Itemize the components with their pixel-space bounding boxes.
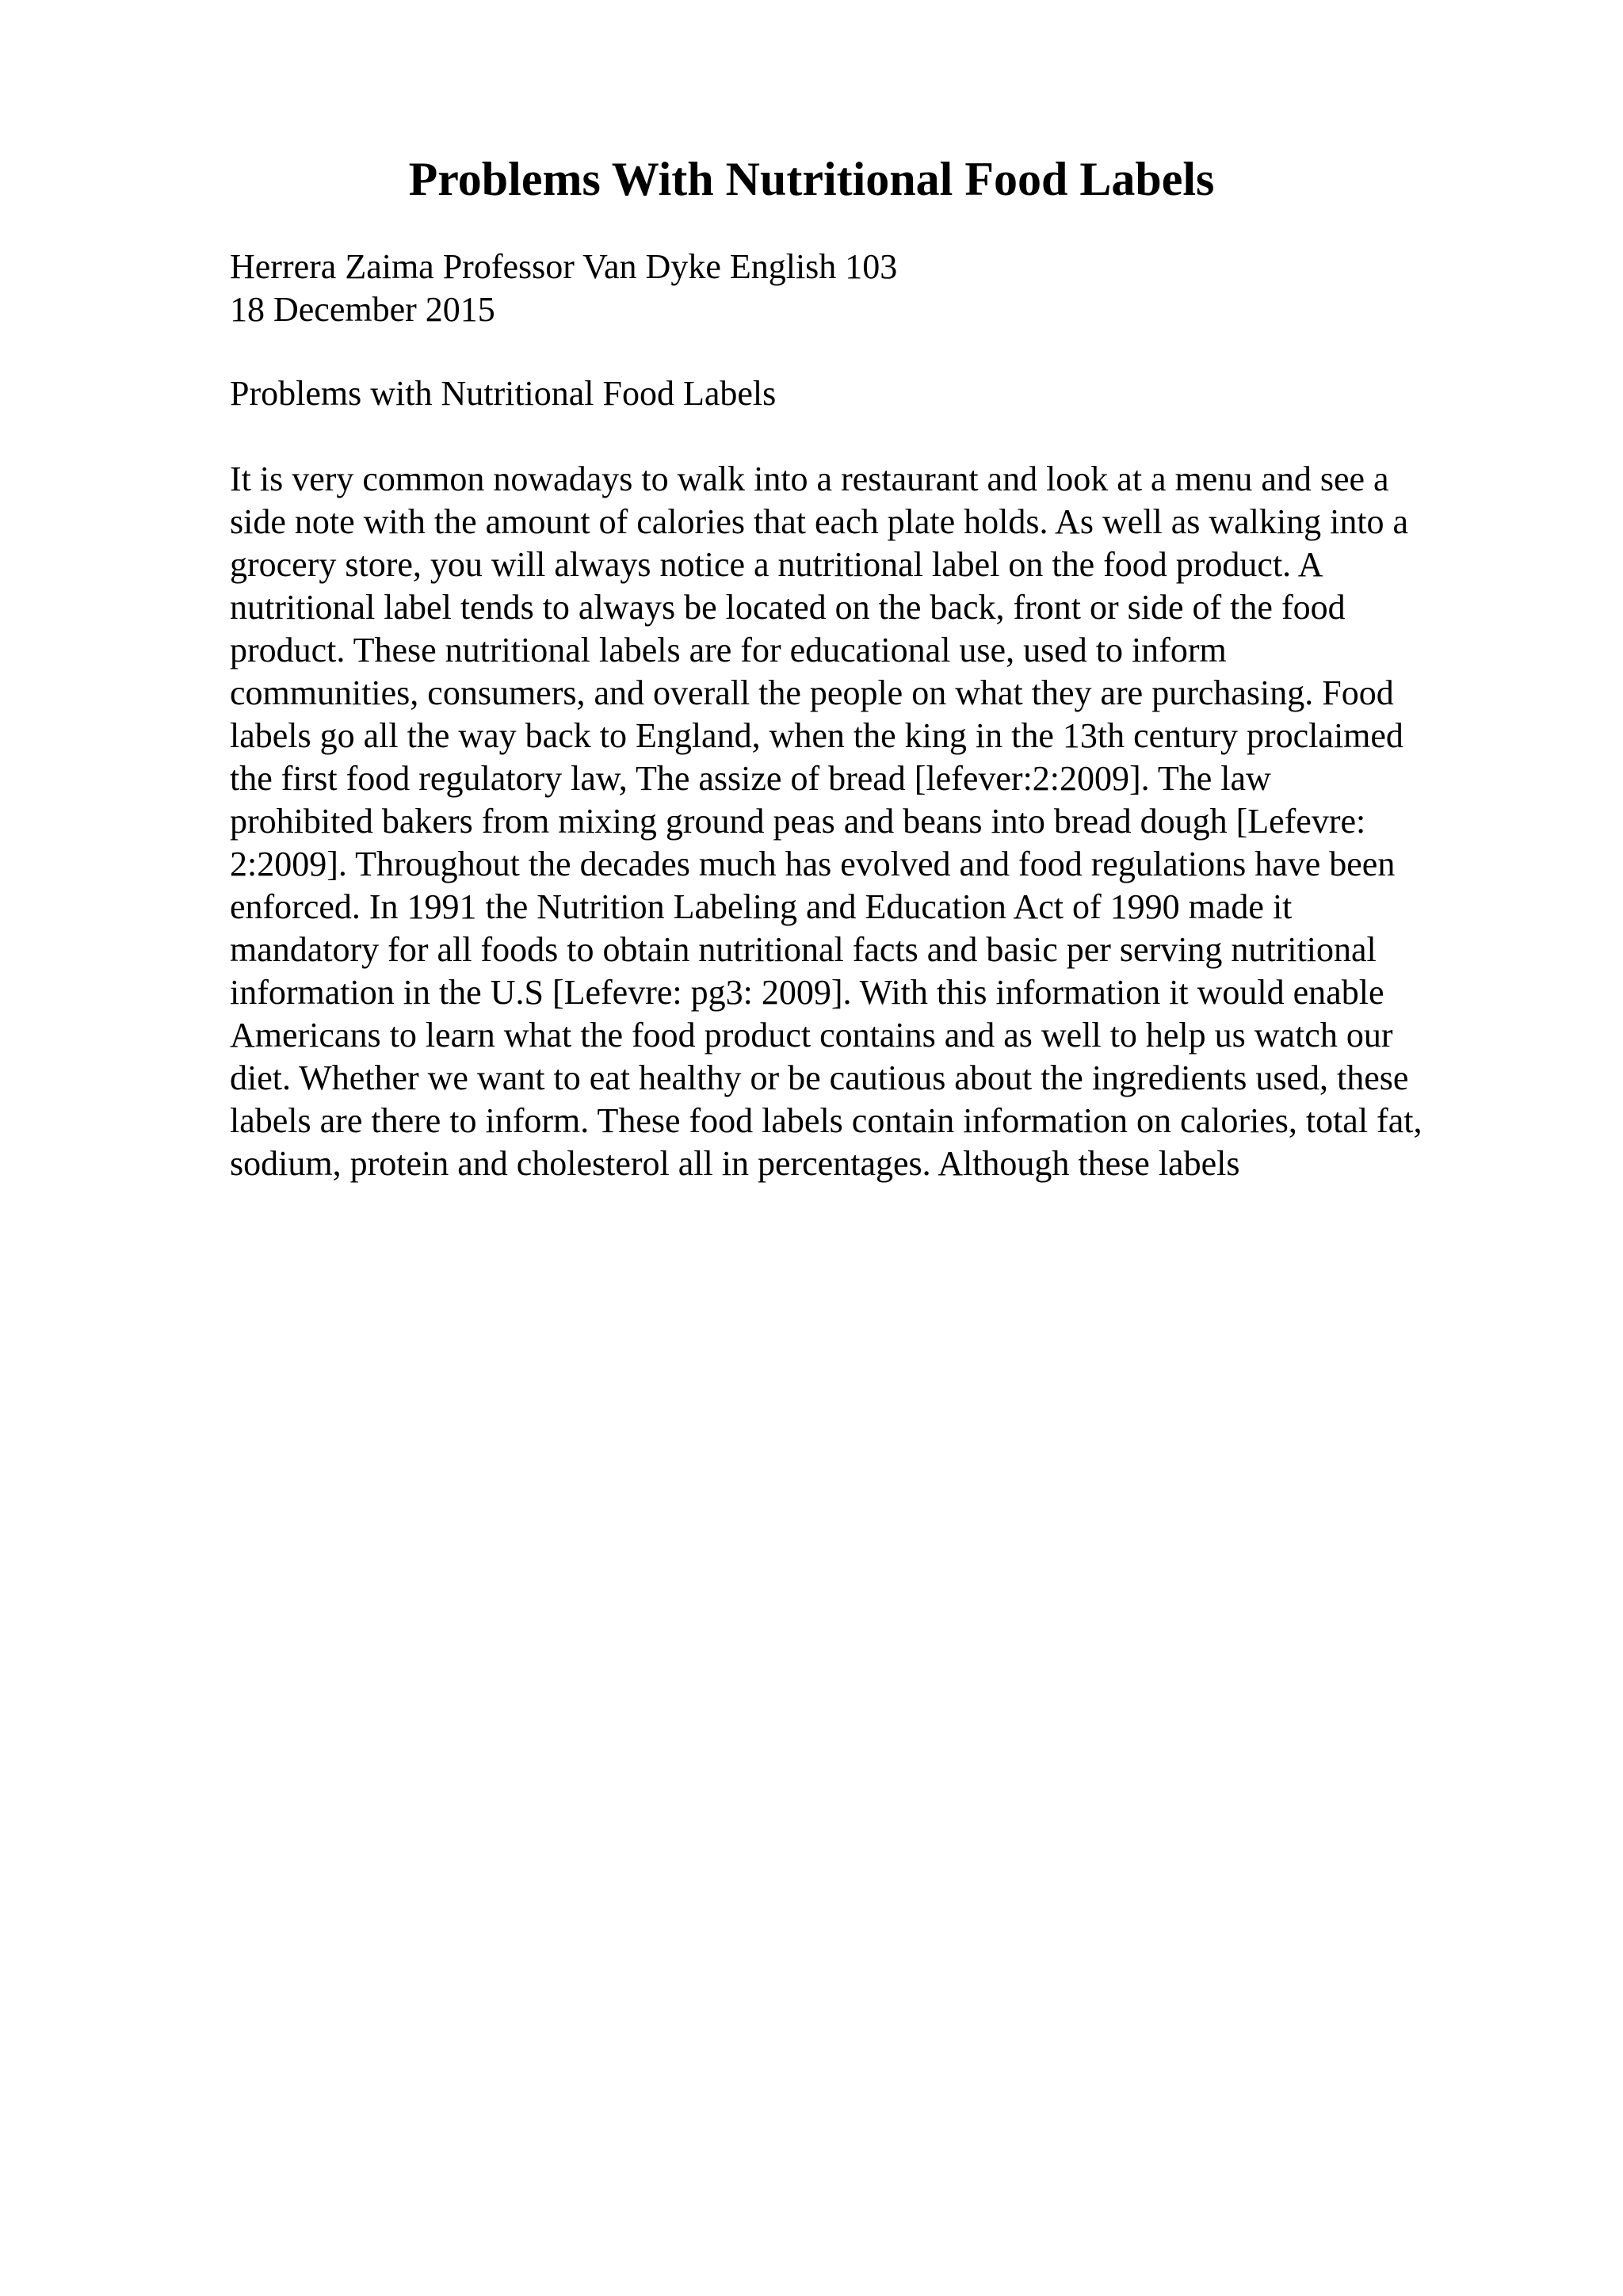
paragraph-line: information in the U.S [Lefevre: pg3: 2009]. With this information it would enable [230,973,1384,1012]
paragraph-line: diet. Whether we want to eat healthy or be cautious about the ingredients used, these [230,1058,1409,1097]
paragraph-line: grocery store, you will always notice a nutritional label on the food product. A [230,545,1323,584]
paragraph-line: Americans to learn what the food product contains and as well to help us watch our [230,1016,1393,1055]
paragraph-line: labels go all the way back to England, when the king in the 13th century proclaimed [230,716,1403,755]
paragraph-line: side note with the amount of calories that each plate holds. As well as walking into a [230,502,1409,541]
paragraph-line: enforced. In 1991 the Nutrition Labeling and Education Act of 1990 made it [230,887,1293,926]
paragraph-line: communities, consumers, and overall the people on what they are purchasing. Food [230,673,1394,712]
paragraph-line: labels are there to inform. These food labels contain information on calories, total fat, [230,1101,1423,1140]
section-heading: Problems with Nutritional Food Labels [230,374,777,413]
paragraph-line: 2:2009]. Throughout the decades much has evolved and food regulations have been [230,845,1396,883]
document-header [230,246,1514,331]
author-line: Herrera Zaima Professor Van Dyke English 103 [230,247,898,286]
paragraph-line: sodium, protein and cholesterol all in percentages. Although these labels [230,1144,1240,1183]
paragraph-line: product. These nutritional labels are for educational use, used to inform [230,631,1227,669]
document-date: 18 December 2015 [230,290,495,329]
paragraph-line: It is very common nowadays to walk into a restaurant and look at a menu and see a [230,460,1389,498]
document-title: Problems With Nutritional Food Labels [408,153,1215,205]
paragraph-line: mandatory for all foods to obtain nutritional facts and basic per serving nutritional [230,930,1377,969]
paragraph-line: the first food regulatory law, The assize of bread [lefever:2:2009]. The law [230,759,1271,798]
paragraph-line: nutritional label tends to always be located on the back, front or side of the food [230,588,1346,627]
paragraph-line: prohibited bakers from mixing ground peas and beans into bread dough [Lefevre: [230,802,1366,841]
body-paragraph [230,458,1514,1185]
